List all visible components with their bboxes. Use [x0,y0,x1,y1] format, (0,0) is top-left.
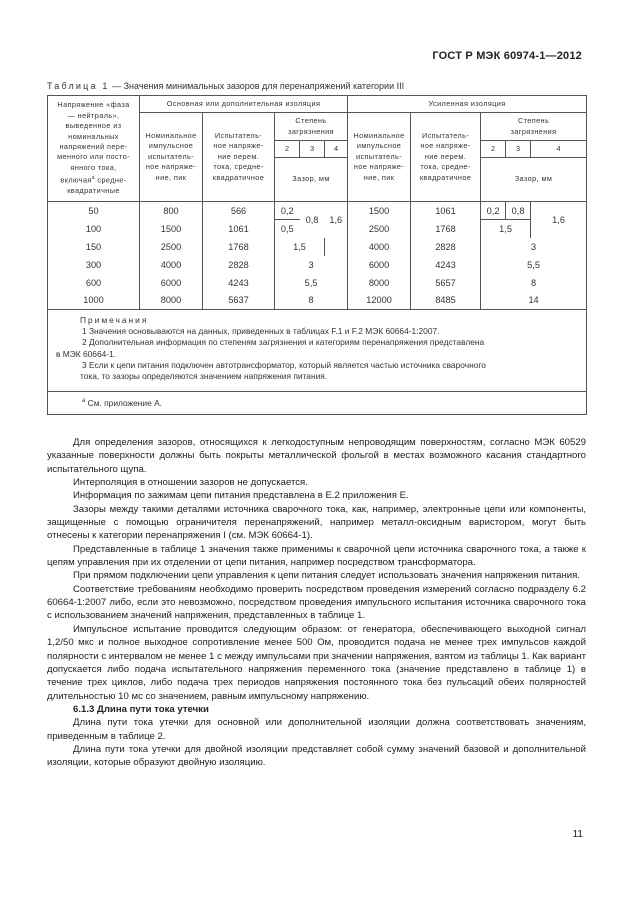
reinforced-nominal-header: Номинальное импульсное испытатель- ное напряже- ние, пик [348,113,411,202]
col-voltage-header: Напряжение «фаза — нейтраль», выведенное из номинальных напряжений пере- менного или посто- янного тока, включая$^а$ средне- квадратичные [48,96,140,202]
reinforced-degree-header: Степень загрязнения [481,113,587,141]
document-header: ГОСТ Р МЭК 60974-1—2012 [432,50,582,62]
gap-cell: 0,2 [275,202,300,220]
row-voltage: 150 [48,238,140,256]
gap-cell: 3 [481,238,587,256]
reinforced-degree-3: 3 [506,141,531,158]
gap-cell: 8 [481,274,587,292]
gap-cell: 0,2 [481,202,506,220]
table-notes [48,310,587,392]
paragraph: Импульсное испытание проводится следующим образом: от генератора, обеспечивающего выходной сигнал 1,2/50 мкс и полное выходное сопротивление менее 500 Ом, проводится подача не менее трех импульсов каждой полярности с интервалом не менее 1 с между импульсами при значении напряжения, взятом из таблицы 1. Как вариант допускается либо подача испытательного напряжения переменного тока (значение представлено в таблице 1) в течение трех циклов, либо подача трех периодов напряжения постоянного тока без пульсаций обеих полярностей длительностью 10 мс со значением, равным импульсному напряжению. [47,623,586,702]
row-basic-test: 4243 [203,274,275,292]
paragraph: Представленные в таблице 1 значения также применимы к сварочной цепи источника сварочного тока, а также к цепям управления при их отделении от цепи питания, например посредством трансформатора. [47,543,586,569]
row-voltage: 100 [48,220,140,238]
gap-cell: 3 [275,256,348,274]
paragraph: Длина пути тока утечки для двойной изоляции представляет собой сумму значений базовой и дополнительной изоляции, которые образуют двойную изоляцию. [47,743,586,769]
page-number: 11 [572,829,583,840]
reinforced-degree-2: 2 [481,141,506,158]
row-reinforced-nominal: 6000 [348,256,411,274]
row-basic-nominal: 4000 [140,256,203,274]
clearance-table [47,95,587,415]
paragraph: Длина пути тока утечки для основной или дополнительной изоляции должна соответствовать значениям, приведенным в таблице 2. [47,717,586,742]
row-voltage: 1000 [48,292,140,310]
row-basic-nominal: 1500 [140,220,203,238]
reinforced-degree-4: 4 [531,141,587,158]
gap-cell: 14 [481,292,587,310]
note-3: 3 Если к цепи питания подключен автотрансформатор, который является частью источника сварочного [82,359,486,370]
row-reinforced-nominal: 4000 [348,238,411,256]
row-basic-nominal: 800 [140,202,203,220]
basic-degree-4: 4 [325,141,348,158]
gap-cell: 1,6 [531,202,587,238]
basic-degree-2: 2 [275,141,300,158]
group-basic-header: Основная или дополнительная изоляция [140,96,348,113]
note-2-cont: в МЭК 60664-1. [56,348,117,359]
row-reinforced-test: 1768 [411,220,481,238]
footnote-text: См. приложение А. [87,397,163,408]
row-reinforced-test: 1061 [411,202,481,220]
gap-cell: 5,5 [275,274,348,292]
basic-degree-header: Степень загрязнения [275,113,348,141]
paragraph: Зазоры между такими деталями источника сварочного тока, как, например, электронные цепи или компоненты, защищенные с помощью ограничителя перенапряжений, например металл-оксидным варистором, могут быть отнесены к категории перенапряжения I (см. МЭК 60664-1). [47,503,586,542]
row-basic-nominal: 6000 [140,274,203,292]
basic-degree-3: 3 [300,141,325,158]
basic-nominal-header: Номинальное импульсное испытатель- ное напряже- ние, пик [140,113,203,202]
row-reinforced-test: 8485 [411,292,481,310]
gap-cell: 0,8 [305,214,319,225]
section-heading: 6.1.3 Длина пути тока утечки [73,703,209,715]
notes-title: Примечания [80,315,149,325]
note-2: 2 Дополнительная информация по степеням загрязнения и категориям перенапряжения представлена [82,337,485,348]
row-voltage: 50 [48,202,140,220]
row-reinforced-test: 5657 [411,274,481,292]
gap-cell: 1,5 [481,220,531,238]
row-reinforced-nominal: 1500 [348,202,411,220]
row-reinforced-test: 2828 [411,238,481,256]
paragraph: Соответствие требованиям необходимо проверить посредством проведения измерений согласно подразделу 6.2 60664-1:2007 либо, если это невозможно, посредством проведения импульсного испытания источника сварочного тока с использованием значений напряжения, представленных в таблице 1. [47,583,586,622]
gap-cell: 1,5 [275,238,325,256]
caption-text: — Значения минимальных зазоров для перенапряжений категории III [112,81,405,91]
reinforced-gap-header: Зазор, мм [481,158,587,202]
gap-cell: 8 [275,292,348,310]
group-reinforced-header: Усиленная изоляция [348,96,587,113]
table-caption [47,81,404,91]
row-reinforced-nominal: 2500 [348,220,411,238]
footnote-ref: а [91,175,95,182]
gap-cell: 1,6 [325,202,348,238]
row-basic-nominal: 2500 [140,238,203,256]
paragraph: Информация по зажимам цепи питания представлена в Е.2 приложения Е. [73,490,409,502]
reinforced-test-header: Испытатель- ное напряже- ние перем. тока, средне- квадратичное [411,113,481,202]
table-footnote [48,392,587,415]
row-reinforced-test: 4243 [411,256,481,274]
paragraph: Для определения зазоров, относящихся к легкодоступным непроводящим поверхностям, согласно МЭК 60529 указанные поверхности должны быть покрыты металлической фольгой в местах возможного касания стандартного испытательного щупа. [47,437,586,475]
row-basic-test: 1061 [203,220,275,238]
caption-prefix: Таблица 1 [47,81,110,91]
row-basic-test: 2828 [203,256,275,274]
body-text [47,436,586,770]
note-3-cont: тока, то зазоры определяются значением напряжения питания. [80,371,328,382]
row-voltage: 600 [48,274,140,292]
note-1: 1 Значения основываются на данных, приведенных в таблицах F.1 и F.2 МЭК 60664-1:2007. [82,326,440,337]
footnote-mark: а [82,398,86,404]
row-basic-nominal: 8000 [140,292,203,310]
paragraph: Интерполяция в отношении зазоров не допускается. [73,477,308,489]
row-basic-test: 5637 [203,292,275,310]
basic-test-header: Испытатель- ное напряже- ние перем. тока, средне- квадратичное [203,113,275,202]
row-basic-test: 566 [203,202,275,220]
row-reinforced-nominal: 12000 [348,292,411,310]
gap-cell: 5,5 [481,256,587,274]
basic-gap-header: Зазор, мм [275,158,348,202]
row-voltage: 300 [48,256,140,274]
paragraph: При прямом подключении цепи управления к цепи питания следует использовать значения напряжения питания. [73,570,580,582]
gap-cell: 0,5 [275,220,300,238]
gap-cell: 0,8 [506,202,531,220]
row-basic-test: 1768 [203,238,275,256]
row-reinforced-nominal: 8000 [348,274,411,292]
